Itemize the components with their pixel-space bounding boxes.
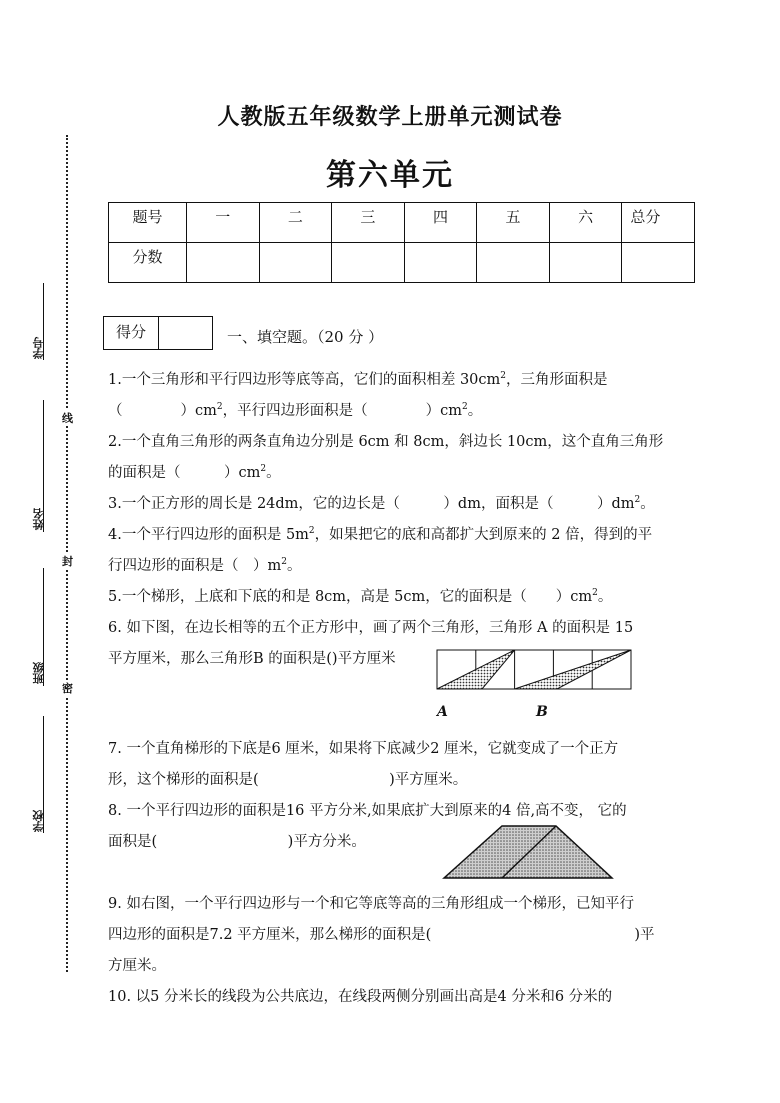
score-table-score-row: [109, 243, 695, 283]
question-10-line-1: 10. 以5 分米长的线段为公共底边，在线段两侧分别画出高是4 分米和6 分米的: [108, 989, 613, 1005]
section-score-input[interactable]: [159, 317, 212, 349]
question-4-line-1: 4.一个平行四边形的面积是 $5m^2$，如果把它的底和高都扩大到原来的 2 倍，得到的平: [108, 526, 653, 543]
question-4-line-2: 行四边形的面积是（ ）$m^2$。: [108, 557, 302, 574]
score-table-row-label: 分数: [109, 243, 187, 283]
score-table: [108, 202, 695, 283]
score-input-cell[interactable]: [404, 243, 477, 283]
question-5: 5.一个梯形，上底和下底的和是 8cm，高是 5cm，它的面积是（ ）$cm^2$。: [108, 588, 613, 605]
score-table-header-row: [109, 203, 695, 243]
triangle-b: [515, 650, 631, 689]
section-score-box: [103, 316, 213, 350]
question-2-line-1: 2.一个直角三角形的两条直角边分别是 6cm 和 8cm，斜边长 10cm，这个直角三角形: [108, 434, 664, 450]
question-9-line-3: 方厘米。: [108, 958, 166, 974]
figure-label-b: B: [536, 704, 548, 720]
section-score-label: 得分: [104, 317, 159, 349]
question-9-line-1: 9. 如右图，一个平行四边形与一个和它等底等高的三角形组成一个梯形，已知平行: [108, 896, 634, 912]
question-2-line-2: 的面积是（ ）$cm^2$。: [108, 464, 281, 481]
paper-title: 人教版五年级数学上册单元测试卷: [217, 104, 563, 130]
five-squares-figure: [435, 648, 635, 692]
margin-char-mi: 密: [62, 682, 73, 695]
question-8-line-1: 8. 一个平行四边形的面积是16 平方分米,如果底扩大到原来的4 倍,高不变， 它的: [108, 803, 627, 819]
question-9-line-2: 四边形的面积是7.2 平方厘米，那么梯形的面积是( )平: [108, 927, 655, 943]
score-table-cell: 六: [549, 203, 622, 243]
question-8-line-2: 面积是( )平方分米。: [108, 834, 366, 850]
student-id-blank-line[interactable]: [43, 283, 44, 360]
question-1-line-1: 1.一个三角形和平行四边形等底等高，它们的面积相差 $30cm^2$，三角形面积是: [108, 371, 608, 388]
score-table-cell: 三: [332, 203, 405, 243]
margin-label-class: 班级: [32, 662, 45, 684]
figure-label-a: A: [437, 704, 448, 720]
question-7-line-2: 形，这个梯形的面积是( )平方厘米。: [108, 772, 468, 788]
score-table-cell: 总分: [622, 203, 695, 243]
margin-char-feng: 封: [62, 555, 73, 568]
trapezoid-figure: [440, 822, 620, 882]
score-table-cell: 题号: [109, 203, 187, 243]
score-table-cell: 一: [187, 203, 260, 243]
name-blank-line[interactable]: [43, 400, 44, 532]
margin-label-student-id: 学号: [32, 337, 45, 359]
margin-char-xian: 线: [62, 412, 73, 425]
section-title: 一、填空题。（20 分 ）: [227, 328, 384, 346]
class-blank-line[interactable]: [43, 568, 44, 686]
score-input-cell[interactable]: [332, 243, 405, 283]
question-6-line-1: 6. 如下图，在边长相等的五个正方形中，画了两个三角形，三角形 A 的面积是 15: [108, 620, 634, 636]
school-blank-line[interactable]: [43, 716, 44, 833]
score-table-cell: 四: [404, 203, 477, 243]
margin-label-name: 姓名: [32, 508, 45, 530]
score-input-cell[interactable]: [622, 243, 695, 283]
score-input-cell[interactable]: [477, 243, 550, 283]
question-1-line-2: （ ）$cm^2$，平行四边形面积是（ ）$cm^2$。: [108, 402, 483, 419]
score-input-cell[interactable]: [549, 243, 622, 283]
margin-label-school: 学校: [32, 810, 45, 832]
score-table-cell: 二: [259, 203, 332, 243]
unit-title: 第六单元: [326, 158, 454, 193]
question-7-line-1: 7. 一个直角梯形的下底是6 厘米，如果将下底减少2 厘米，它就变成了一个正方: [108, 741, 619, 757]
score-table-cell: 五: [477, 203, 550, 243]
question-3: 3.一个正方形的周长是 24dm，它的边长是（ ）dm，面积是（ ）$dm^2$。: [108, 495, 655, 512]
question-6-line-2: 平方厘米，那么三角形B 的面积是()平方厘米: [108, 651, 396, 667]
score-input-cell[interactable]: [187, 243, 260, 283]
score-input-cell[interactable]: [259, 243, 332, 283]
